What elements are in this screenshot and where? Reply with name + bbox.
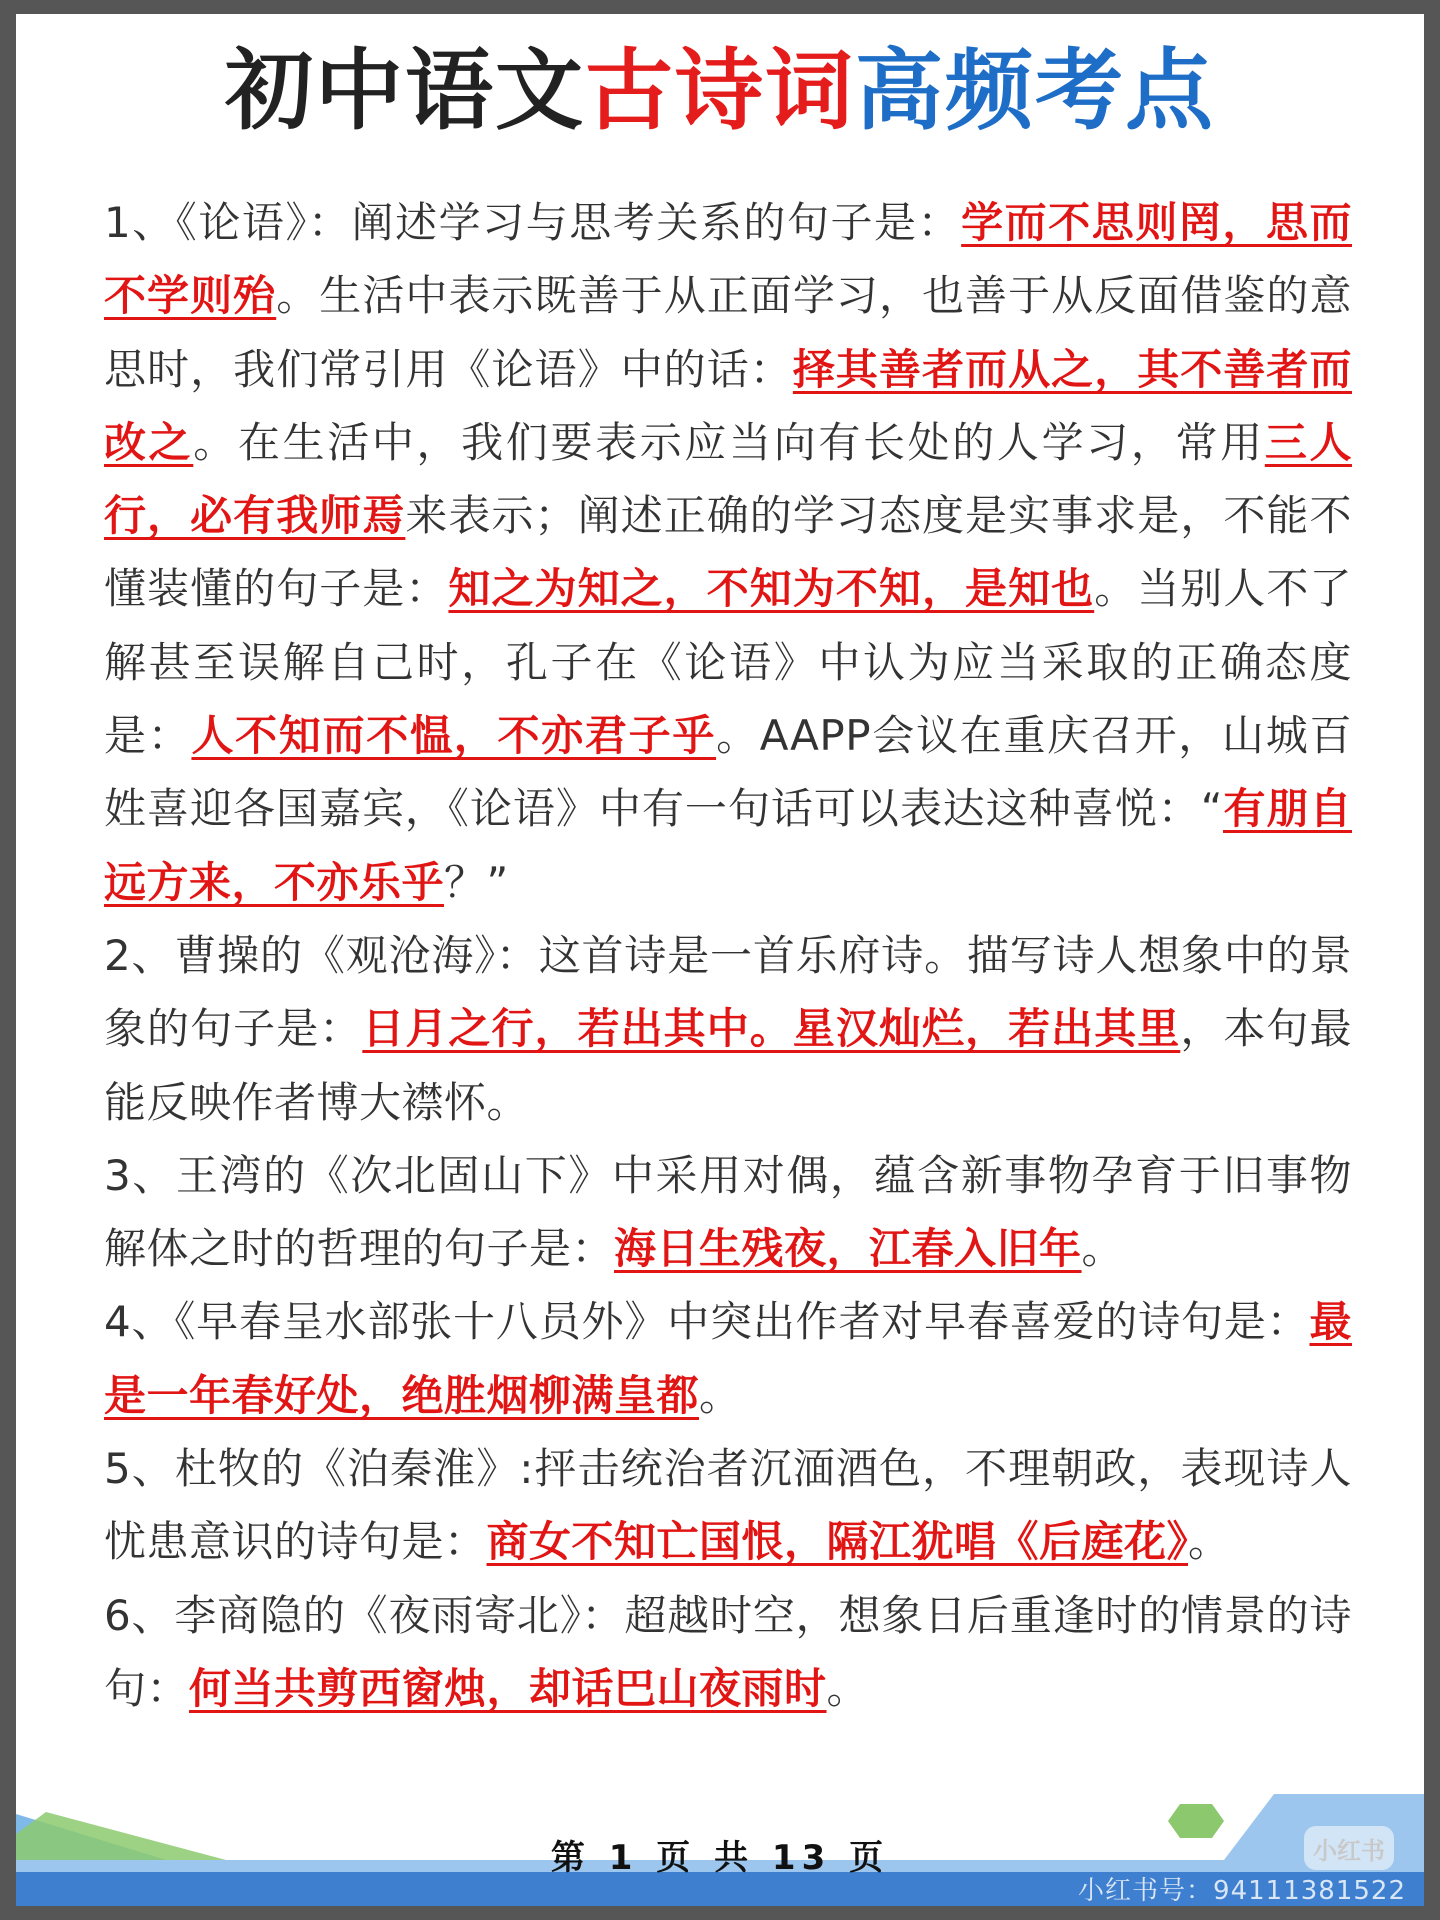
highlighted-quote: 商女不知亡国恨，隔江犹唱《后庭花》 <box>486 1517 1189 1567</box>
body-text: 来表示；阐述正确的学习态度是实事求是，不能不懂装懂的句子是： <box>104 491 1352 614</box>
body-text: 6、李商隐的《夜雨寄北》：超越时空，想象日后重逢时的情景的诗句： <box>104 1590 1352 1713</box>
body-text: 。当别人不了解甚至误解自己时，孔子在《论语》中认为应当采取的正确态度是： <box>104 564 1352 761</box>
body-text: 。 <box>1081 1224 1125 1274</box>
watermark-id: 小红书号：94111381522 <box>1078 1876 1406 1906</box>
page-title <box>16 36 1424 146</box>
highlighted-quote: 人不知而不愠，不亦君子乎 <box>191 711 717 761</box>
body-text: ？” <box>444 857 509 907</box>
body-text: 2、曹操的《观沧海》：这首诗是一首乐府诗。描写诗人想象中的景象的句子是： <box>104 930 1352 1054</box>
section-4 <box>104 1285 1352 1432</box>
highlighted-quote: 何当共剪西窗烛，却话巴山夜雨时 <box>189 1663 827 1713</box>
body-text: 4、《早春呈水部张十八员外》中突出作者对早春喜爱的诗句是： <box>104 1297 1310 1347</box>
highlighted-quote: 知之为知之，不知为不知，是知也 <box>448 564 1095 614</box>
body-text: 1、《论语》：阐述学习与思考关系的句子是： <box>104 198 962 247</box>
highlighted-quote: 学而不思则罔，思而不学则殆 <box>104 198 1352 321</box>
body-text: 5、杜牧的《泊秦淮》:抨击统治者沉湎酒色，不理朝政，表现诗人忧患意识的诗句是： <box>104 1444 1352 1567</box>
highlighted-quote: 择其善者而从之，其不善者而改之 <box>104 344 1352 467</box>
title-part-blue: 高频考点 <box>855 39 1216 142</box>
body-text: 。生活中表示既善于从正面学习，也善于从反面借鉴的意思时，我们常引用《论语》中的话： <box>104 271 1352 394</box>
body-text: 。 <box>1188 1517 1231 1567</box>
title-part-red: 古诗词 <box>584 39 855 142</box>
page-indicator: 第 1 页 共 13 页 <box>550 1838 890 1878</box>
body-text: 。 <box>699 1370 742 1420</box>
body-text: ，本句最能反映作者博大襟怀。 <box>104 1004 1352 1127</box>
highlighted-quote: 最是一年春好处，绝胜烟柳满皇都 <box>104 1297 1352 1420</box>
highlighted-quote: 三人行，必有我师焉 <box>104 417 1352 541</box>
body-text: 。在生活中，我们要表示应当向有长处的人学习，常用 <box>193 417 1265 467</box>
watermark-logo: 小红书 <box>1304 1826 1394 1870</box>
document-body <box>104 186 1352 1725</box>
document-page <box>16 14 1424 1906</box>
body-text: 。AAPP会议在重庆召开，山城百姓喜迎各国嘉宾，《论语》中有一句话可以表达这种喜悦：“ <box>104 711 1352 834</box>
section-5 <box>104 1432 1352 1579</box>
highlighted-quote: 海日生残夜，江春入旧年 <box>614 1224 1082 1274</box>
highlighted-quote: 有朋自远方来，不亦乐乎 <box>104 784 1352 907</box>
section-2 <box>104 919 1352 1139</box>
section-3 <box>104 1139 1352 1286</box>
title-part-black: 初中语文 <box>224 39 585 142</box>
highlighted-quote: 日月之行，若出其中。星汉灿烂，若出其里 <box>362 1004 1181 1054</box>
section-1 <box>104 186 1352 919</box>
body-text: 3、王湾的《次北固山下》中采用对偶，蕴含新事物孕育于旧事物解体之时的哲理的句子是： <box>104 1150 1352 1274</box>
section-6 <box>104 1579 1352 1726</box>
body-text: 。 <box>826 1663 870 1713</box>
